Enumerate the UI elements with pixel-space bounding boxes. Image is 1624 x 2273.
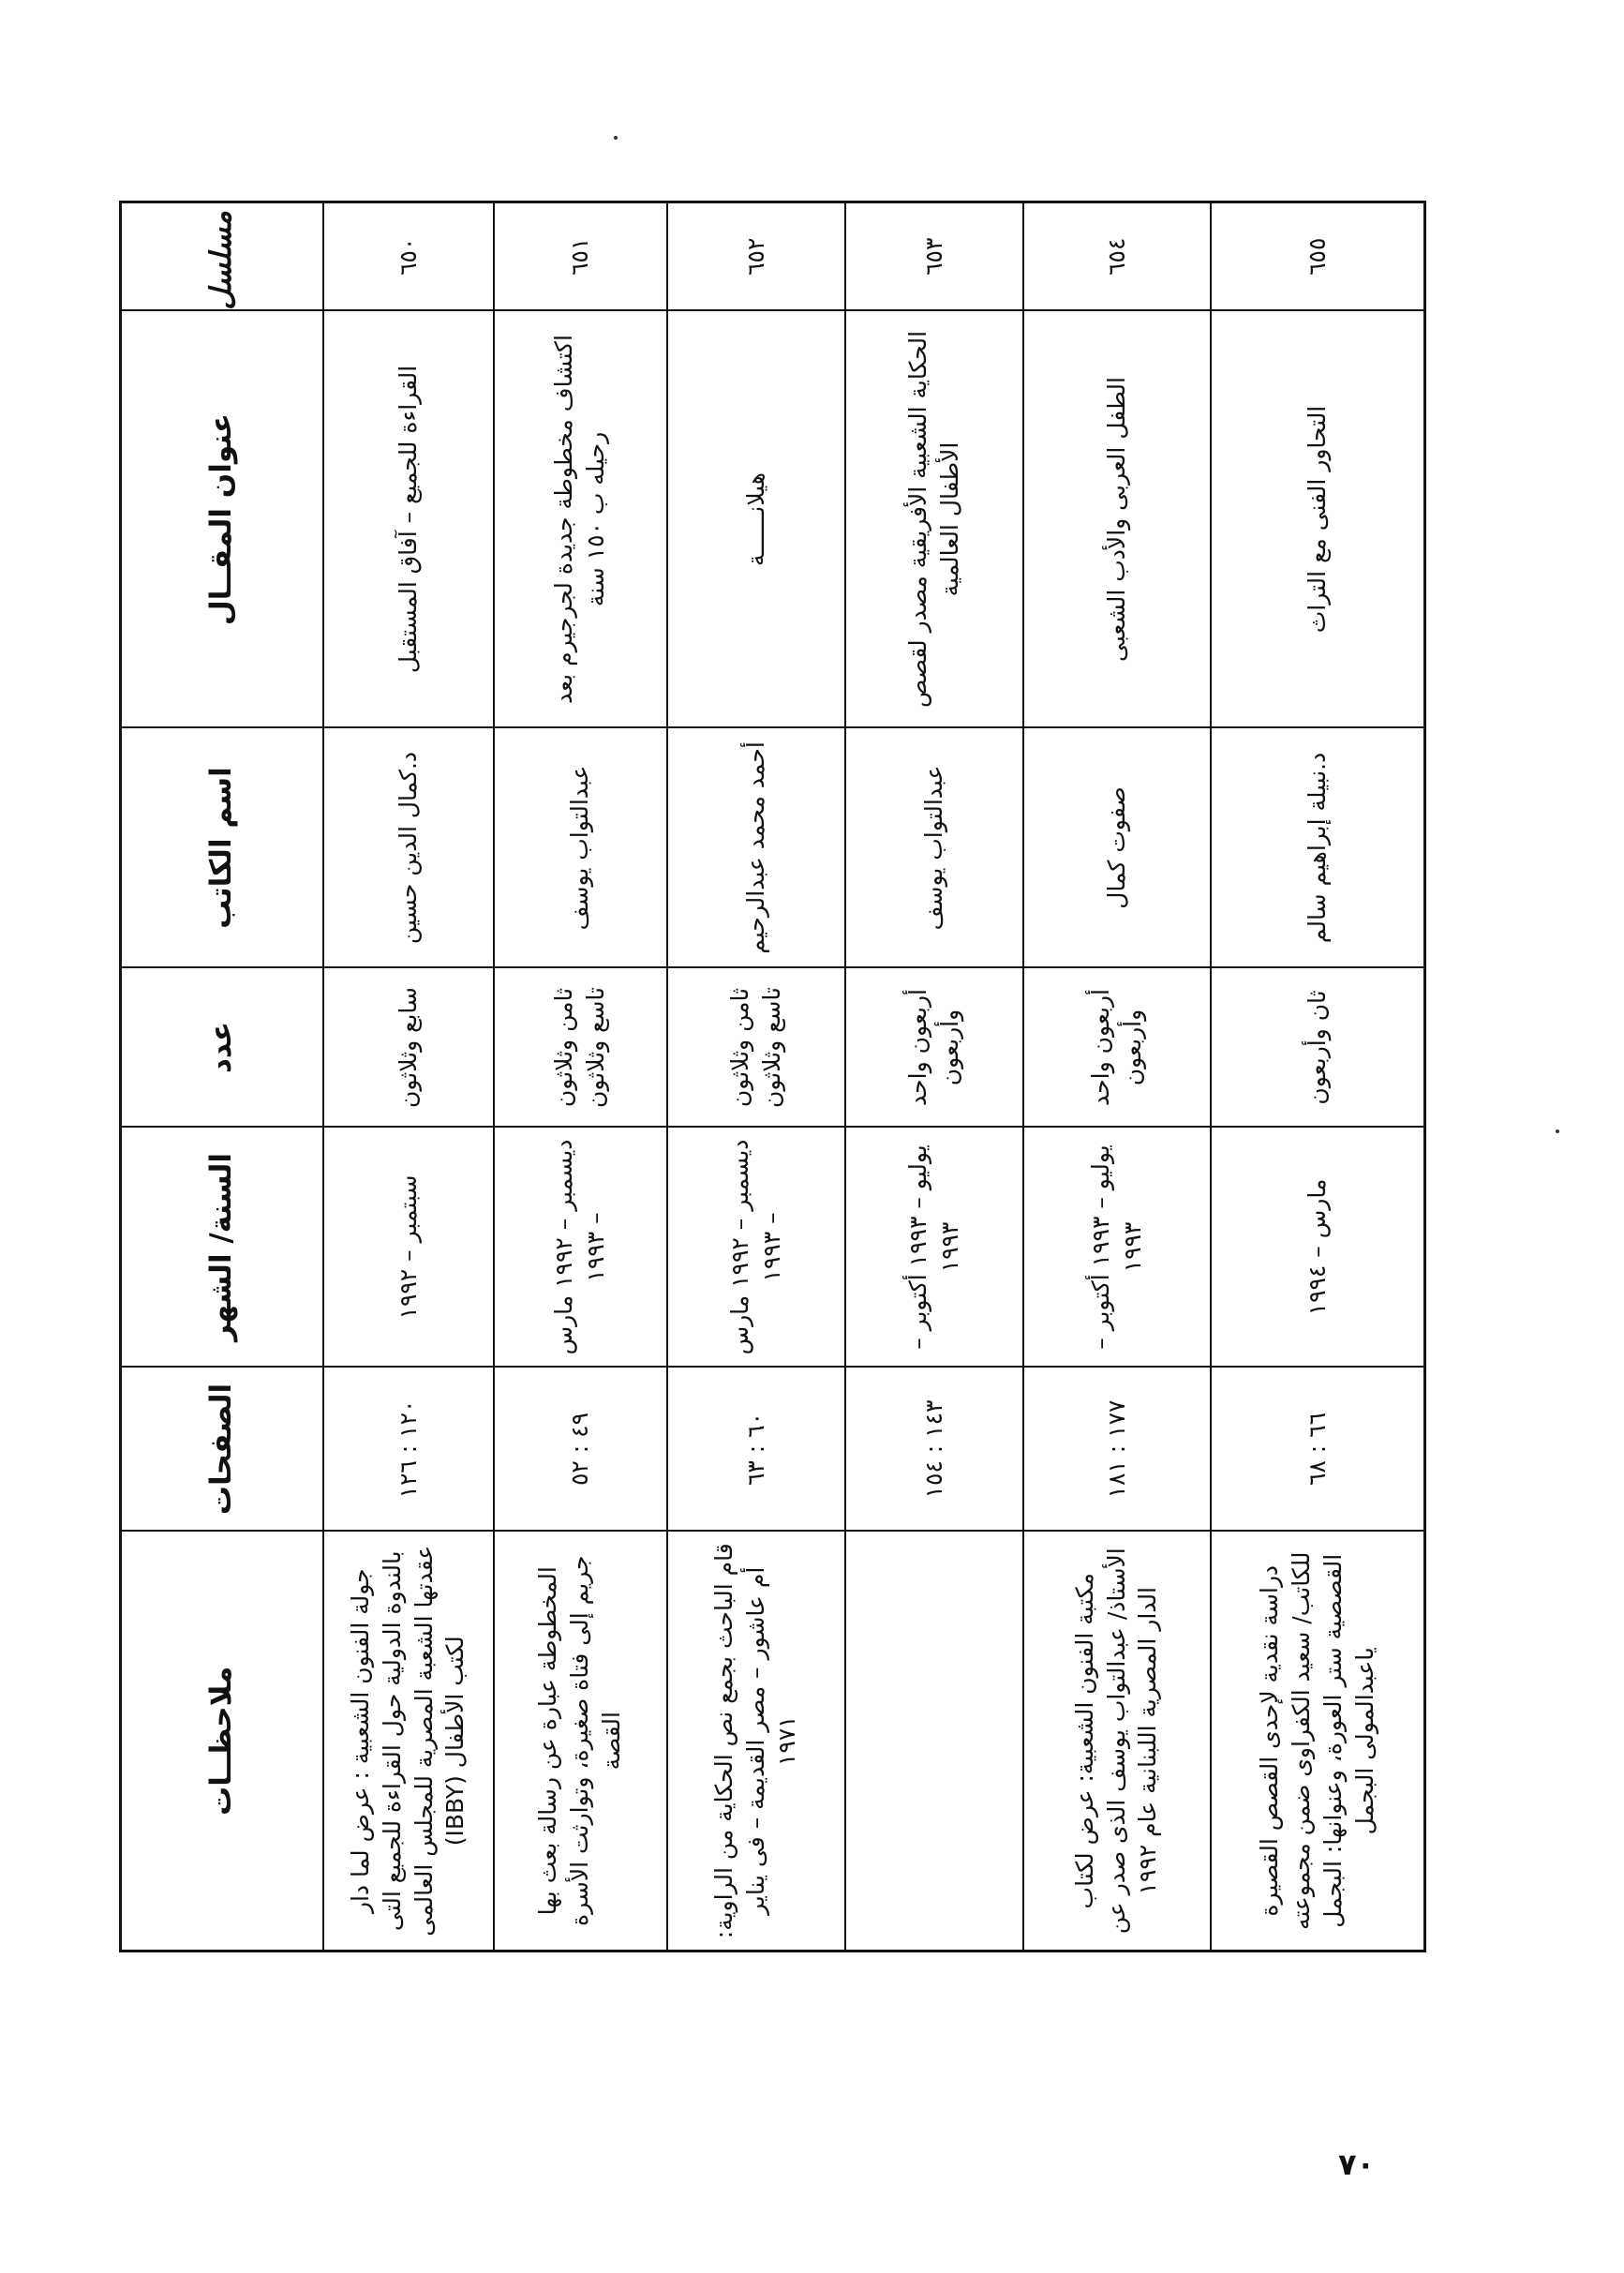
serial-cell: ٦٥٠ (323, 202, 494, 311)
author-cell: د.نبيلة إبراهيم سالم (1211, 728, 1425, 968)
header-title: عنوان المقــال (121, 311, 323, 728)
title-cell: الحكاية الشعبية الأفريقية مصدر لقصص الأطفال العالمية (845, 311, 1023, 728)
date-cell: ديسمبر – ١٩٩٢ مارس – ١٩٩٣ (494, 1128, 667, 1368)
header-serial: مسلسل (121, 202, 323, 311)
date-cell: يوليو – ١٩٩٣ أكتوبر – ١٩٩٣ (845, 1128, 1023, 1368)
author-cell: صفوت كمال (1023, 728, 1211, 968)
table-row (1211, 202, 1425, 1951)
date-cell: يوليو – ١٩٩٣ أكتوبر – ١٩٩٣ (1023, 1128, 1211, 1368)
title-cell: الطفل العربى والأدب الشعبى (1023, 311, 1211, 728)
header-notes: ملاحظــات (121, 1532, 323, 1951)
serial-cell: ٦٥٣ (845, 202, 1023, 311)
title-cell: التحاور الفنى مع التراث (1211, 311, 1425, 728)
author-cell: عبدالتواب يوسف (845, 728, 1023, 968)
pages-cell: ٤٩ : ٥٢ (494, 1368, 667, 1532)
notes-cell (845, 1532, 1023, 1951)
header-pages: الصفحات (121, 1368, 323, 1532)
author-cell: أحمد محمد عبدالرحيم (667, 728, 845, 968)
serial-cell: ٦٥٥ (1211, 202, 1425, 311)
issue-cell: أربعون واحد وأربعون (1023, 968, 1211, 1128)
header-issue: عدد (121, 968, 323, 1128)
issue-cell: ثامن وثلاثون تاسع وثلاثون (667, 968, 845, 1128)
author-cell: د.كمال الدين حسين (323, 728, 494, 968)
serial-cell: ٦٥٤ (1023, 202, 1211, 311)
author-cell: عبدالتواب يوسف (494, 728, 667, 968)
index-table (119, 201, 1426, 1952)
scan-speck (1556, 1129, 1559, 1133)
notes-cell: دراسة نقدية لإحدى القصص القصيرة للكاتب/ سعيد الكفراوى ضمن مجموعته القصصية ستر العورة، وعنوانها: البجمل ياعبدالمولى البجمل (1211, 1532, 1425, 1951)
header-row (121, 202, 323, 1951)
header-author: اسم الكاتب (121, 728, 323, 968)
title-cell: هيلانــــــة (667, 311, 845, 728)
pages-cell: ٦٦ : ٦٨ (1211, 1368, 1425, 1532)
rotated-page-content (119, 203, 1378, 1952)
notes-cell: جولة الفنون الشعبية : عرض لما دار بالندوة الدولية حول القراءة للجميع التى عقدتها الشعبة المصرية للمجلس العالمى لكتب الأطفال (IBBY) (323, 1532, 494, 1951)
date-cell: ديسمبر – ١٩٩٢ مارس – ١٩٩٣ (667, 1128, 845, 1368)
issue-cell: سابع وثلاثون (323, 968, 494, 1128)
issue-cell: أربعون واحد وأربعون (845, 968, 1023, 1128)
pages-cell: ١٢٠ : ١٢٦ (323, 1368, 494, 1532)
table-row (1023, 202, 1211, 1951)
pages-cell: ٦٠ : ٦٣ (667, 1368, 845, 1532)
serial-cell: ٦٥٢ (667, 202, 845, 311)
page-number: ٧٠ (1338, 2146, 1376, 2182)
scan-speck (614, 136, 618, 140)
table-row (667, 202, 845, 1951)
table-row (323, 202, 494, 1951)
notes-cell: مكتبة الفنون الشعبية: عرض لكتاب الأستاذ/ عبدالتواب يوسف الذى صدر عن الدار المصرية اللبنانية عام ١٩٩٢ (1023, 1532, 1211, 1951)
notes-cell: المخطوطة عبارة عن رسالة بعث بها جريم إلى فتاة صغيرة، وتوارثت الأسرة القصة (494, 1532, 667, 1951)
title-cell: القراءة للجميع – آفاق المستقبل (323, 311, 494, 728)
issue-cell: ثان وأربعون (1211, 968, 1425, 1128)
date-cell: مارس – ١٩٩٤ (1211, 1128, 1425, 1368)
date-cell: سبتمبر – ١٩٩٢ (323, 1128, 494, 1368)
serial-cell: ٦٥١ (494, 202, 667, 311)
issue-cell: ثامن وثلاثون تاسع وثلاثون (494, 968, 667, 1128)
header-date: السنة/ الشهر (121, 1128, 323, 1368)
table-row (494, 202, 667, 1951)
notes-cell: قام الباحث بجمع نص الحكاية من الراوية: أم عاشور – مصر القديمة – فى يناير ١٩٧١ (667, 1532, 845, 1951)
table-row (845, 202, 1023, 1951)
title-cell: اكتشاف مخطوطة جديدة لجرجيرم بعد رحيله ب ١٥٠ سنة (494, 311, 667, 728)
pages-cell: ١٤٣ : ١٥٤ (845, 1368, 1023, 1532)
pages-cell: ١٧٧ : ١٨١ (1023, 1368, 1211, 1532)
